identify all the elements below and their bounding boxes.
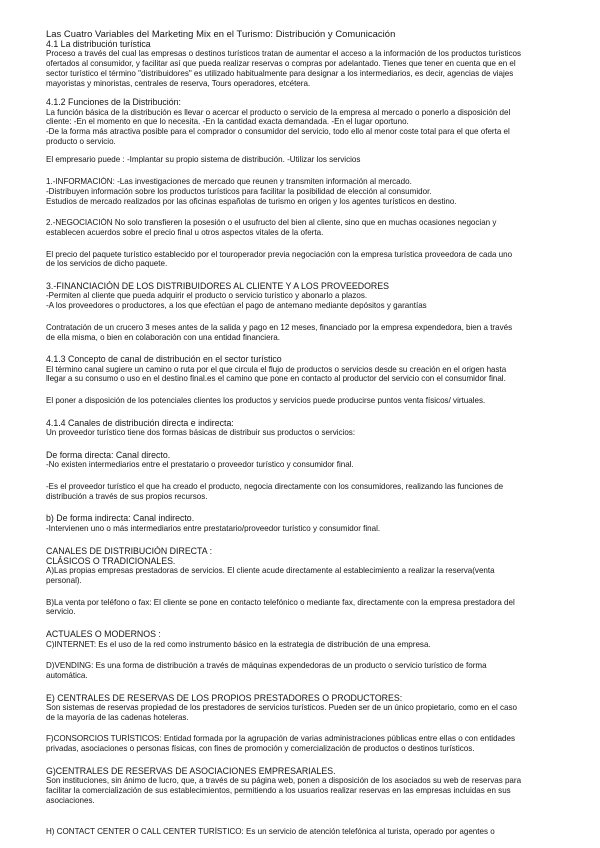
paragraph-gap xyxy=(46,406,570,418)
text-line: llegar a su consumo o uso en el destino final.es el camino que pone en contacto al productor del servicio con el consumidor final. xyxy=(46,374,506,384)
section-heading xyxy=(46,418,570,428)
section-heading xyxy=(46,766,570,776)
paragraph xyxy=(46,108,570,147)
text-line: -No existen intermediarios entre el prestatario o proveedor turístico y consumidor final. xyxy=(46,460,354,470)
text-line: de ella misma, o bien en colaboración con una entidad financiera. xyxy=(46,332,280,342)
paragraph-gap xyxy=(46,238,570,250)
text-line: b) De forma indirecta: Canal indirecto. xyxy=(46,513,195,524)
paragraph xyxy=(46,734,570,753)
text-line: 1.-INFORMACIÓN: -Las investigaciones de mercado que reunen y transmiten información al mercado. xyxy=(46,177,412,187)
paragraph xyxy=(46,323,570,342)
document-title: Las Cuatro Variables del Marketing Mix en el Turismo: Distribución y Comunicación xyxy=(46,28,396,39)
text-line: cliente: -En el momento en que lo necesita. -En la cantidad exacta demandada. -En el lugar oportuno. xyxy=(46,117,409,127)
paragraph-gap xyxy=(46,470,570,482)
document-body xyxy=(46,39,570,837)
text-line: H) CONTACT CENTER O CALL CENTER TURÍSTICO: Es un servicio de atención telefónica al turista, operado por agentes o xyxy=(46,827,495,837)
paragraph xyxy=(46,428,570,438)
text-line: -Distribuyen información sobre los productos turísticos para facilitar la posibilidad de elección al consumidor. xyxy=(46,186,432,196)
paragraph-gap xyxy=(46,722,570,734)
text-line: 2.-NEGOCIACIÓN No solo transfieren la posesión o el usufructo del bien al cliente, sino que en muchas ocasiones negocian y xyxy=(46,218,497,228)
text-line: ofertados al consumidor, y facilitar así que pueda realizar reservas o compras por adelantado. Tienes que tener en cuenta que en el xyxy=(46,59,516,69)
text-line: asociaciones. xyxy=(46,795,95,805)
paragraph xyxy=(46,524,570,534)
text-line: F)CONSORCIOS TURÍSTICOS: Entidad formada por la agrupación de varias administraciones públicas entre ellas o con entidades xyxy=(46,734,516,744)
paragraph xyxy=(46,396,570,406)
text-line: CLÁSICOS O TRADICIONALES. xyxy=(46,555,176,566)
paragraph xyxy=(46,661,570,680)
text-line: -Es el proveedor turístico el que ha creado el producto, negocia directamente con los consumidores, realizando las funciones de xyxy=(46,482,504,492)
paragraph-gap xyxy=(46,311,570,323)
section-heading xyxy=(46,450,570,460)
paragraph-gap xyxy=(46,681,570,693)
section-heading xyxy=(46,281,570,291)
paragraph xyxy=(46,250,570,269)
paragraph-gap xyxy=(46,88,570,97)
paragraph xyxy=(46,365,570,384)
paragraph xyxy=(46,218,570,237)
text-line: El poner a disposición de los potenciales clientes los productos y servicios puede producirse puntos venta físicos/ virtuales. xyxy=(46,396,486,406)
paragraph-gap xyxy=(46,617,570,629)
text-line: G)CENTRALES DE RESERVAS DE ASOCIACIONES EMPRESARIALES. xyxy=(46,765,336,776)
paragraph xyxy=(46,460,570,470)
section-heading xyxy=(46,693,570,703)
text-line: 4.1 La distribución turística xyxy=(46,39,151,49)
text-line: B)La venta por teléfono o fax: El cliente se pone en contacto telefónico o mediante fax, directamente con la empresa prestadora del xyxy=(46,597,515,607)
paragraph xyxy=(46,291,570,310)
paragraph xyxy=(46,598,570,617)
text-line: distribución a través de sus propios recursos. xyxy=(46,491,208,501)
text-line: de la mayoría de las cadenas hoteleras. xyxy=(46,712,189,722)
text-line: C)INTERNET: Es el uso de la red como instrumento básico en la estrategia de distribución de una empresa. xyxy=(46,639,431,649)
paragraph-gap xyxy=(46,649,570,661)
text-line: De forma directa: Canal directo. xyxy=(46,449,171,460)
text-line: Son instituciones, sin ánimo de lucro, que, a través de su página web, ponen a disposición de los asociados su web de reservas para xyxy=(46,776,522,786)
text-line: automática. xyxy=(46,670,88,680)
text-line: A)Las propias empresas prestadoras de servicios. El cliente acude directamente al establecimiento a realizar la reserva(venta xyxy=(46,566,495,576)
paragraph xyxy=(46,177,570,206)
text-line: La función básica de la distribución es llevar o acercar el producto o servicio de la empresa al mercado o ponerlo a disposición del xyxy=(46,107,511,117)
text-line: El término canal sugiere un camino o ruta por el que circula el flujo de productos o servicios desde su creación en el origen hasta xyxy=(46,364,507,374)
text-line: -Intervienen uno o más intermediarios entre prestatario/proveedor turístico y consumidor final. xyxy=(46,523,381,533)
paragraph-gap xyxy=(46,384,570,396)
text-line: de los servicios de dicho paquete. xyxy=(46,259,168,269)
text-line: El empresario puede : -Implantar su propio sistema de distribución. -Utilizar los servicios xyxy=(46,155,361,165)
text-line: Estudios de mercado realizados por las oficinas españolas de turismo en origen y los agentes turísticos en destino. xyxy=(46,196,457,206)
section-heading xyxy=(46,629,570,639)
text-line: mayoristas y minoristas, centrales de reserva, Tours operadores, etcétera. xyxy=(46,78,311,88)
paragraph-gap xyxy=(46,342,570,354)
paragraph-gap xyxy=(46,754,570,766)
paragraph-gap xyxy=(46,586,570,598)
text-line: -A los proveedores o productores, a los que efectúan el pago de antemano mediante depósitos y garantías xyxy=(46,301,427,311)
text-line: personal). xyxy=(46,576,82,586)
text-line: ACTUALES O MODERNOS : xyxy=(46,629,161,640)
text-line: E) CENTRALES DE RESERVAS DE LOS PROPIOS PRESTADORES O PRODUCTORES: xyxy=(46,692,403,703)
paragraph xyxy=(46,566,570,585)
paragraph-gap xyxy=(46,206,570,218)
text-line: Son sistemas de reservas propiedad de los prestadores de servicios turísticos. Pueden ser de un único propietario, como en el caso xyxy=(46,703,517,713)
text-line: -Permiten al cliente que pueda adquirir el producto o servicio turístico y abonarlo a plazos. xyxy=(46,291,368,301)
paragraph xyxy=(46,482,570,501)
paragraph xyxy=(46,640,570,650)
section-heading xyxy=(46,97,570,107)
text-line: servicio. xyxy=(46,607,76,617)
text-line: producto o servicio. xyxy=(46,136,116,146)
paragraph xyxy=(46,703,570,722)
paragraph xyxy=(46,155,570,165)
text-line: Proceso a través del cual las empresas o destinos turísticos tratan de aumentar el acceso a la información de los productos turísticos xyxy=(46,49,522,59)
text-line: 3.-FINANCIACIÓN DE LOS DISTRIBUIDORES AL CLIENTE Y A LOS PROVEEDORES xyxy=(46,281,390,292)
paragraph-gap xyxy=(46,501,570,513)
text-line: El precio del paquete turístico establecido por el touroperador previa negociación con la empresa turística proveedora de cada uno xyxy=(46,249,513,259)
text-line: privadas, asociaciones o personas físicas, con fines de promoción y comercialización de productos o destinos turísticos. xyxy=(46,744,475,754)
section-heading xyxy=(46,354,570,364)
text-line: 4.1.2 Funciones de la Distribución: xyxy=(46,97,181,108)
paragraph xyxy=(46,827,570,837)
text-line: D)VENDING: Es una forma de distribución a través de máquinas expendedoras de un producto o servicio turístico de forma xyxy=(46,661,487,671)
paragraph xyxy=(46,776,570,805)
paragraph-gap xyxy=(46,165,570,177)
paragraph-gap xyxy=(46,146,570,155)
text-line: -De la forma más atractiva posible para el comprador o consumidor del servicio, todo ello al menor coste total para el que oferta el xyxy=(46,127,510,137)
section-heading xyxy=(46,513,570,523)
text-line: 4.1.4 Canales de distribución directa e indirecta: xyxy=(46,417,234,428)
text-line: 4.1.3 Concepto de canal de distribución en el sector turístico xyxy=(46,354,282,365)
text-line: facilitar la comercialización de sus establecimientos, permitiendo a los usuarios realizar reservas en las empresas incluidas en sus xyxy=(46,786,511,795)
paragraph-gap xyxy=(46,805,570,827)
paragraph xyxy=(46,49,570,88)
text-line: sector turístico el término "distribuidores" es utilizado habitualmente para designar a los intermediarios, es decir, agencias de viajes xyxy=(46,68,514,78)
text-line: CANALES DE DISTRIBUCIÓN DIRECTA : xyxy=(46,545,213,556)
text-line: Contratación de un crucero 3 meses antes de la salida y pago en 12 meses, financiado por la empresa expendedora, bien a través xyxy=(46,322,513,332)
paragraph-gap xyxy=(46,438,570,450)
paragraph-gap xyxy=(46,269,570,281)
section-heading xyxy=(46,39,570,49)
paragraph-gap xyxy=(46,534,570,546)
section-heading xyxy=(46,546,570,567)
text-line: establecen acuerdos sobre el precio final u otros aspectos vitales de la oferta. xyxy=(46,227,324,237)
text-line: Un proveedor turístico tiene dos formas básicas de distribuir sus productos o servicios: xyxy=(46,428,356,438)
